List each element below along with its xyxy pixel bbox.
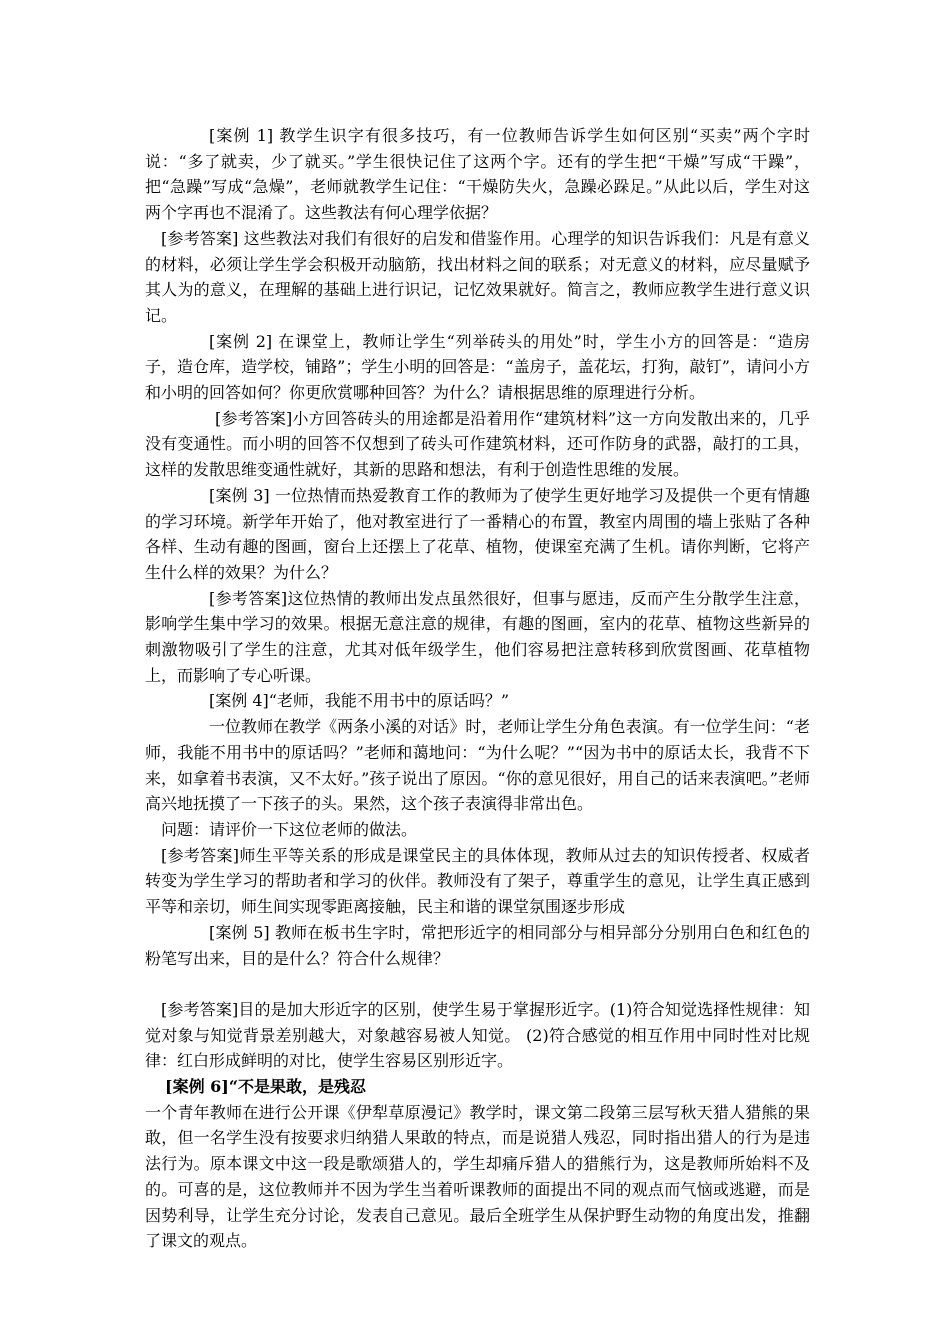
case-3-answer: [参考答案]这位热情的教师出发点虽然很好，但事与愿违，反而产生分散学生注意，影响学生集中学习的效果。根据无意注意的规律，有趣的图画，室内的花草、植物这些新异的刺激物吸引了学生的注意，尤其对低年级学生，他们容易把注意转移到欣赏图画、花草植物上，而影响了专心听课。 [145, 588, 810, 685]
case-3-paragraph: [案例 3] 一位热情而热爱教育工作的教师为了使学生更好地学习及提供一个更有情趣的学习环境。新学年开始了，他对教室进行了一番精心的布置，教室内周围的墙上张贴了各种各样、生动有趣的图画，窗台上还摆上了花草、植物，使课室充满了生机。请你判断，它将产生什么样的效果？为什么？ [145, 485, 810, 582]
case-1-answer: [参考答案] 这些教法对我们有很好的启发和借鉴作用。心理学的知识告诉我们：凡是有意义的材料，必须让学生学会积极开动脑筋，找出材料之间的联系；对无意义的材料，应尽量赋予其人为的意义，在理解的基础上进行识记，记忆效果就好。简言之，教师应教学生进行意义识记。 [145, 228, 810, 325]
blank-line [145, 971, 810, 997]
case-6-heading: [案例 6]“不是果敢，是残忍 [165, 1077, 367, 1096]
case-4-answer: [参考答案]师生平等关系的形成是课堂民主的具体体现，教师从过去的知识传授者、权威者转变为学生学习的帮助者和学习的伙伴。教师没有了架子，尊重学生的意见，让学生真正感到平等和亲切，师生间实现零距离接触，民主和谐的课堂氛围逐步形成 [145, 845, 810, 917]
case-4-heading: [案例 4]“老师，我能不用书中的原话吗？” [209, 691, 510, 711]
case-1-paragraph: [案例 1] 教学生识字有很多技巧，有一位教师告诉学生如何区别“买卖”两个字时说：“多了就卖，少了就买。”学生很快记住了这两个字。还有的学生把“干燥”写成“干躁”，把“急躁”写成“急燥”，老师就教学生记住：“干燥防失火，急躁必跺足。”从此以后，学生对这两个字再也不混淆了。这些教法有何心理学依据？ [145, 126, 810, 223]
case-6-body: 一个青年教师在进行公开课《伊犁草原漫记》教学时，课文第二段第三层写秋天猎人猎熊的果敢，但一名学生没有按要求归纳猎人果敢的特点，而是说猎人残忍，同时指出猎人的行为是违法行为。原本课文中这一段是歌颂猎人的，学生却痛斥猎人的猎熊行为，这是教师所始料不及的。可喜的是，这位教师并不因为学生当着听课教师的面提出不同的观点而气恼或逃避，而是因势利导，让学生充分讨论，发表自己意见。最后全班学生从保护野生动物的角度出发，推翻了课文的观点。 [145, 1102, 810, 1251]
case-4-body: 一位教师在教学《两条小溪的对话》时，老师让学生分角色表演。有一位学生问：“老师，我能不用书中的原话吗？”老师和蔼地问：“为什么呢？”“因为书中的原话太长，我背不下来，如拿着书表演，又不太好。”孩子说出了原因。“你的意见很好，用自己的话来表演吧。”老师高兴地抚摸了一下孩子的头。果然，这个孩子表演得非常出色。 [145, 717, 810, 814]
case-5-answer: [参考答案]目的是加大形近字的区别，使学生易于掌握形近字。(1)符合知觉选择性规律：知觉对象与知觉背景差别越大，对象越容易被人知觉。 (2)符合感觉的相互作用中同时性对比规律：红白形成鲜明的对比，使学生容易区别形近字。 [145, 999, 810, 1071]
document-body [145, 123, 810, 1254]
case-4-question: 问题：请评价一下这位老师的做法。 [161, 819, 418, 839]
case-5-paragraph: [案例 5] 教师在板书生字时，常把形近字的相同部分与相异部分分别用白色和红色的粉笔写出来，目的是什么？符合什么规律？ [145, 922, 810, 968]
case-2-answer: [参考答案]小方回答砖头的用途都是沿着用作“建筑材料”这一方向发散出来的，几乎没有变通性。而小明的回答不仅想到了砖头可作建筑材料，还可作防身的武器，敲打的工具，这样的发散思维变通性就好，其新的思路和想法，有利于创造性思维的发展。 [145, 408, 810, 480]
case-2-paragraph: [案例 2] 在课堂上，教师让学生“列举砖头的用处”时，学生小方的回答是：“造房子，造仓库，造学校，铺路”；学生小明的回答是：“盖房子，盖花坛，打狗，敲钉”，请问小方和小明的回答如何？你更欣赏哪种回答？为什么？请根据思维的原理进行分析。 [145, 331, 810, 403]
